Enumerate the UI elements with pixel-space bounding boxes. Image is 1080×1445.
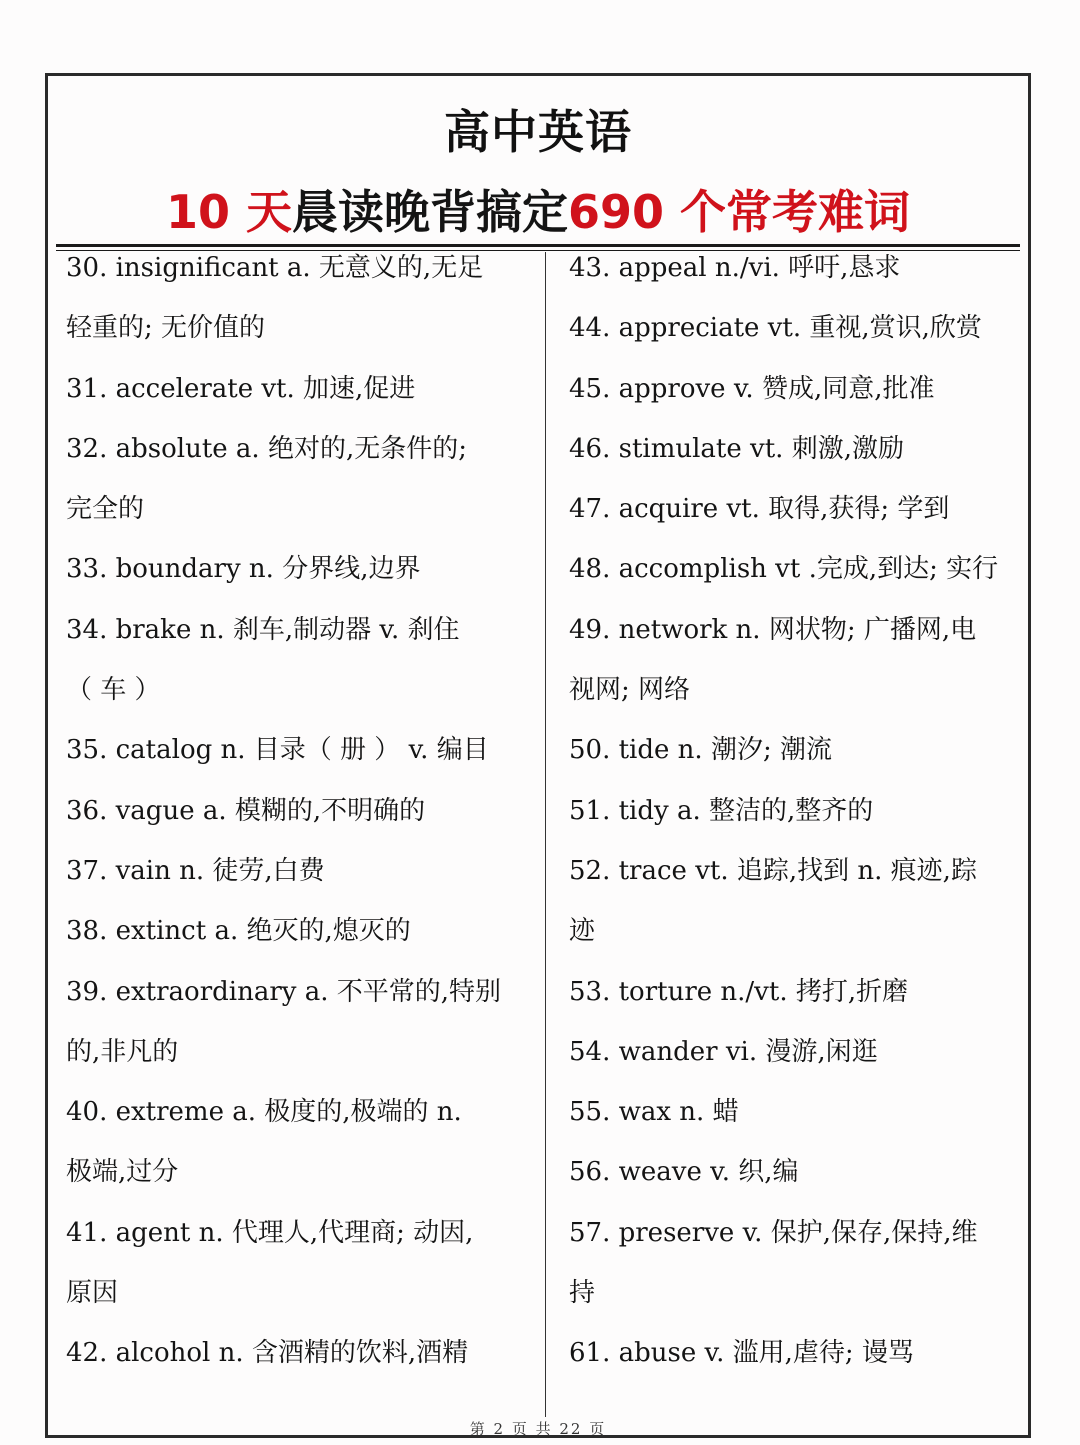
vocab-line: 39. extraordinary a. 不平常的,特别	[66, 976, 502, 1007]
vocab-line: 38. extinct a. 绝灭的,熄灭的	[66, 916, 411, 947]
header	[48, 76, 1028, 246]
vocab-line: 46. stimulate vt. 刺激,激励	[569, 433, 904, 464]
vocab-line: 44. appreciate vt. 重视,赏识,欣赏	[569, 313, 982, 344]
vocab-line: 原因	[66, 1278, 119, 1309]
vocab-line: 41. agent n. 代理人,代理商; 动因,	[66, 1217, 474, 1248]
vocab-line: 31. accelerate vt. 加速,促进	[66, 373, 416, 404]
vocab-line: 52. trace vt. 追踪,找到 n. 痕迹,踪	[569, 855, 977, 886]
vocab-line: 51. tidy a. 整洁的,整齐的	[569, 795, 874, 826]
vocab-line: 57. preserve v. 保护,保存,保持,维	[569, 1217, 978, 1248]
vocab-line: 37. vain n. 徒劳,白费	[66, 855, 325, 886]
vocab-line: 持	[569, 1278, 596, 1309]
page-title: 高中英语	[444, 105, 632, 159]
vocab-line: 54. wander vi. 漫游,闲逛	[569, 1036, 878, 1067]
vocab-line: 30. insignificant a. 无意义的,无足	[66, 253, 484, 283]
left-column	[66, 238, 536, 1384]
vocab-line: 53. torture n./vt. 拷打,折磨	[569, 976, 909, 1007]
subtitle-days: 10 天	[165, 185, 292, 239]
page-subtitle	[48, 176, 1028, 242]
vocab-line: 43. appeal n./vi. 呼吁,恳求	[569, 253, 901, 283]
vocab-line: 45. approve v. 赞成,同意,批准	[569, 373, 935, 404]
page-frame	[45, 73, 1031, 1438]
vocab-line: 轻重的; 无价值的	[66, 313, 266, 344]
vocab-line: 完全的	[66, 494, 145, 525]
column-divider	[545, 252, 546, 1417]
vocab-line: 47. acquire vt. 取得,获得; 学到	[569, 494, 950, 525]
vocab-line: 的,非凡的	[66, 1036, 179, 1067]
vocab-line: 42. alcohol n. 含酒精的饮料,酒精	[66, 1338, 469, 1369]
vocab-line: 56. weave v. 织,编	[569, 1157, 799, 1188]
vocab-line: 迹	[569, 916, 596, 947]
vocab-line: 48. accomplish vt .完成,到达; 实行	[569, 554, 999, 585]
page-number: 第 2 页 共 22 页	[469, 1420, 607, 1438]
vocab-line: 40. extreme a. 极度的,极端的 n.	[66, 1097, 462, 1128]
vocab-line: 32. absolute a. 绝对的,无条件的;	[66, 433, 467, 464]
vocab-line: 35. catalog n. 目录（ 册 ） v. 编目	[66, 735, 489, 766]
vocab-line: 49. network n. 网状物; 广播网,电	[569, 614, 977, 645]
vocab-line: 61. abuse v. 滥用,虐待; 谩骂	[569, 1338, 914, 1369]
vocab-line: 视网; 网络	[569, 675, 691, 706]
vocab-line: 34. brake n. 刹车,制动器 v. 刹住	[66, 614, 460, 645]
right-column	[569, 238, 1029, 1384]
vocab-line: 55. wax n. 蜡	[569, 1097, 739, 1128]
vocab-line: 极端,过分	[66, 1157, 179, 1188]
vocab-line: 36. vague a. 模糊的,不明确的	[66, 795, 426, 826]
vocab-line: （ 车 ）	[66, 675, 161, 706]
subtitle-count: 690 个常考难词	[567, 185, 911, 239]
vocab-line: 33. boundary n. 分界线,边界	[66, 554, 421, 585]
vocab-line: 50. tide n. 潮汐; 潮流	[569, 735, 832, 766]
subtitle-middle: 晨读晚背搞定	[291, 185, 568, 239]
